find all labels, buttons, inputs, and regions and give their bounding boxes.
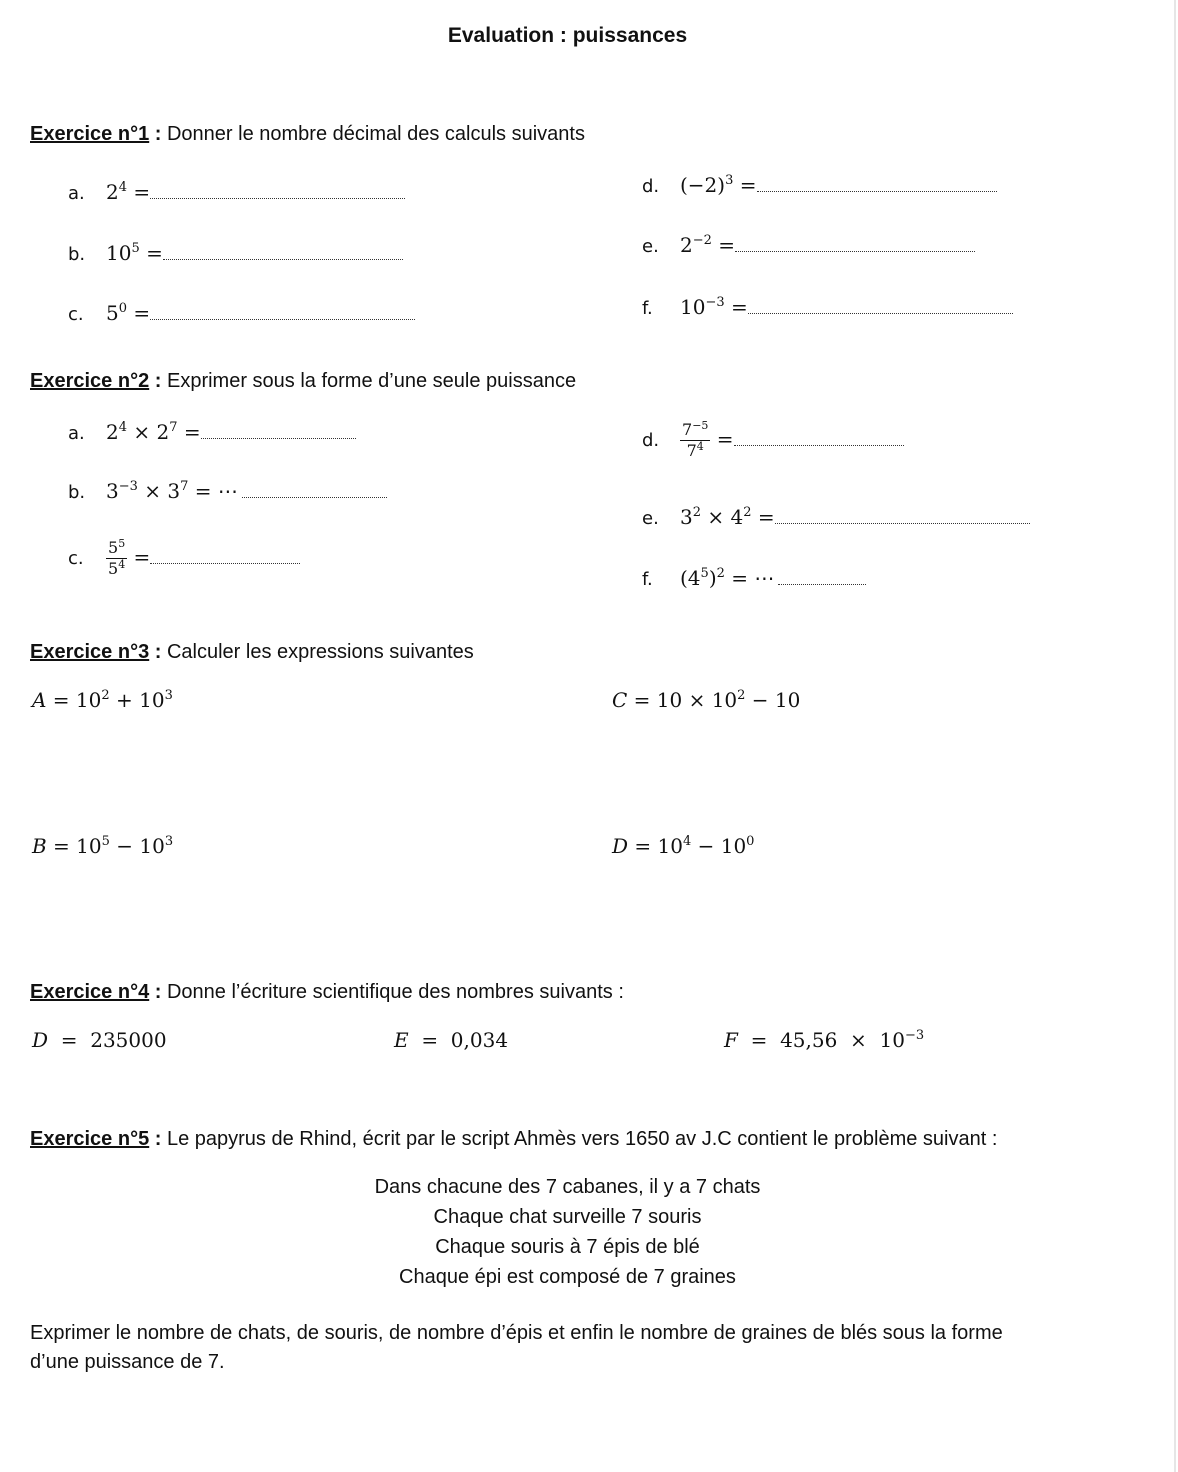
exercise-3-label: Exercice n°3 xyxy=(30,641,150,663)
exercise-3-instruction: Calculer les expressions suivantes xyxy=(161,641,474,663)
exercise-5-label: Exercice n°5 xyxy=(30,1128,150,1150)
ex1-item-b: b. $10^5$ = xyxy=(68,241,403,266)
fraction: $\frac{7^{-5}}{7^4}$ xyxy=(682,419,709,460)
answer-blank[interactable] xyxy=(150,305,415,320)
page-edge xyxy=(1174,0,1176,1472)
problem-line-3: Chaque souris à 7 épis de blé xyxy=(435,1236,700,1258)
answer-blank[interactable] xyxy=(748,299,1013,314)
ex2-item-d: d. $\frac{7^{-5}}{7^4}$ = xyxy=(642,420,904,461)
exercise-4-heading: Exercice n°4 : Donne l’écriture scientifique des nombres suivants : xyxy=(30,981,624,1003)
exercise-1-heading: Exercice n°1 : Donner le nombre décimal des calculs suivants xyxy=(30,123,585,145)
problem-line-4: Chaque épi est composé de 7 graines xyxy=(399,1266,736,1288)
question-line-2: d’une puissance de 7. xyxy=(30,1351,225,1373)
ex2-item-f: f. $(4^5)^2$ = ⋯ xyxy=(642,566,866,591)
expression-A: $A = 10^2 + 10^3$ xyxy=(32,688,173,712)
answer-blank[interactable] xyxy=(775,509,1030,524)
answer-blank[interactable] xyxy=(757,177,997,192)
fraction: $\frac{5^5}{5^4}$ xyxy=(108,537,126,578)
ex1-item-d: d. $(-2)^3$ = xyxy=(642,173,997,198)
number-F: $F = 45,56 \times 10^{-3}$ xyxy=(724,1028,925,1052)
ex1-item-e: e. $2^{-2}$ = xyxy=(642,233,975,258)
answer-blank[interactable] xyxy=(778,570,866,585)
exercise-2-label: Exercice n°2 xyxy=(30,370,150,392)
question-line-1: Exprimer le nombre de chats, de souris, de nombre d’épis et enfin le nombre de graines de blés sous la forme xyxy=(30,1322,1003,1344)
number-E: E = 0,034 xyxy=(394,1028,509,1052)
answer-blank[interactable] xyxy=(150,549,300,564)
answer-blank[interactable] xyxy=(734,431,904,446)
number-D: D = 235000 xyxy=(32,1028,167,1052)
answer-blank[interactable] xyxy=(201,424,356,439)
expression-D: $D = 10^4 - 10^0$ xyxy=(612,834,755,858)
exercise-1-instruction: Donner le nombre décimal des calculs suivants xyxy=(161,123,585,145)
ex2-item-a: a. $2^4 \times 2^7$ = xyxy=(68,420,356,445)
exercise-4-label: Exercice n°4 xyxy=(30,981,150,1003)
exercise-2-instruction: Exprimer sous la forme d’une seule puissance xyxy=(161,370,577,392)
ex1-item-f: f. $10^{-3}$ = xyxy=(642,295,1013,320)
expression-C: $C = 10 \times 10^2 - 10$ xyxy=(612,688,801,712)
answer-blank[interactable] xyxy=(150,184,405,199)
exercise-4-instruction: Donne l’écriture scientifique des nombres suivants : xyxy=(161,981,624,1003)
problem-line-1: Dans chacune des 7 cabanes, il y a 7 chats xyxy=(374,1176,761,1198)
ex1-item-c: c. $5^0$ = xyxy=(68,301,415,326)
answer-blank[interactable] xyxy=(735,237,975,252)
ex2-item-e: e. $3^2 \times 4^2$ = xyxy=(642,505,1030,530)
ex1-item-a: a. $2^4$ = xyxy=(68,180,405,205)
answer-blank[interactable] xyxy=(242,483,387,498)
ex2-item-c: c. $\frac{5^5}{5^4}$ = xyxy=(68,538,300,579)
expression-B: $B = 10^5 - 10^3$ xyxy=(32,834,174,858)
exercise-5-instruction: Le papyrus de Rhind, écrit par le script Ahmès vers 1650 av J.C contient le problème suivant : xyxy=(161,1128,998,1150)
exercise-5-heading: Exercice n°5 : Le papyrus de Rhind, écrit par le script Ahmès vers 1650 av J.C contient le problème suivant : xyxy=(30,1128,998,1150)
answer-blank[interactable] xyxy=(163,245,403,260)
exercise-1-label: Exercice n°1 xyxy=(30,123,150,145)
page-title: Evaluation : puissances xyxy=(447,24,688,47)
ex2-item-b: b. $3^{-3} \times 3^7$ = ⋯ xyxy=(68,479,387,504)
exercise-3-heading: Exercice n°3 : Calculer les expressions suivantes xyxy=(30,641,474,663)
exercise-2-heading: Exercice n°2 : Exprimer sous la forme d’une seule puissance xyxy=(30,370,577,392)
problem-line-2: Chaque chat surveille 7 souris xyxy=(433,1206,702,1228)
